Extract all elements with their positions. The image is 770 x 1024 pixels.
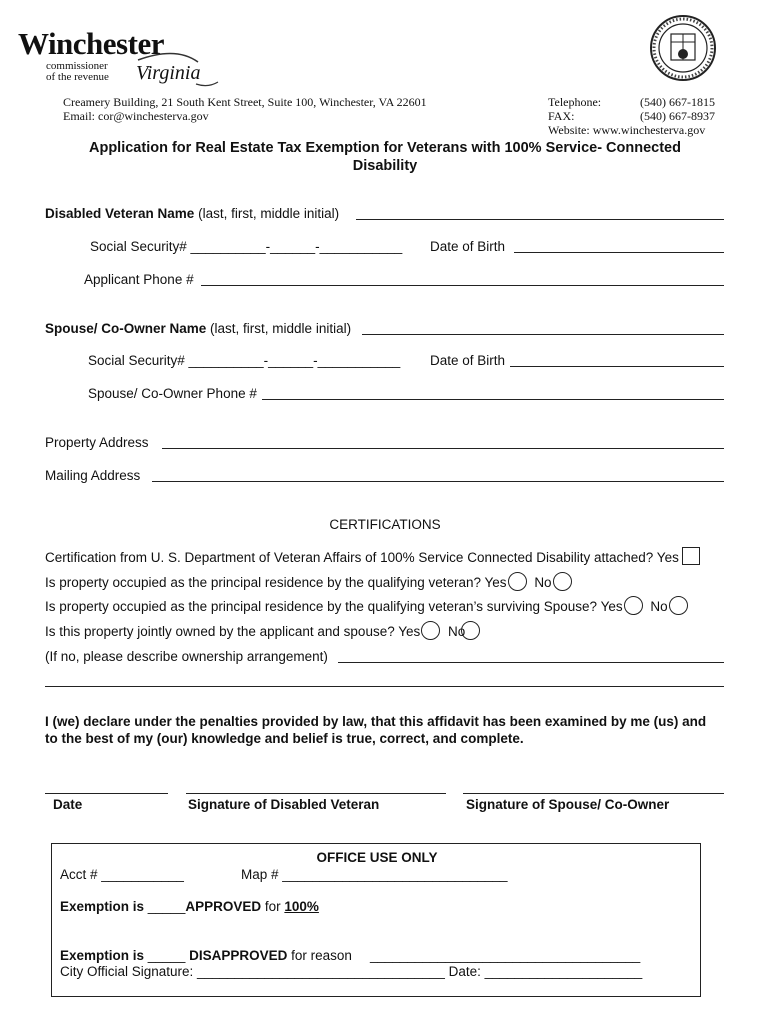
telephone-number: (540) 667-1815: [640, 95, 715, 109]
cert-q3-text: Is property occupied as the principal residence by the qualifying veteran’s surviving Spouse? Yes: [45, 599, 623, 614]
winchester-logo: [18, 26, 218, 86]
approved-for: for: [261, 899, 285, 914]
spouse-ssn-field[interactable]: Social Security# __________-______-___________: [88, 353, 401, 368]
mailing-address-field[interactable]: [152, 481, 724, 482]
spouse-dob-label: Date of Birth: [430, 353, 506, 368]
city-official-signature-line[interactable]: City Official Signature: _________________________________ Date: _____________________: [60, 964, 643, 979]
spouse-name-field[interactable]: [362, 334, 724, 335]
spouse-signature-line[interactable]: [463, 793, 724, 794]
exemption-approved-line: [60, 899, 319, 914]
applicant-phone-label: Applicant Phone #: [84, 272, 194, 287]
veteran-dob-field[interactable]: [514, 252, 724, 253]
exemption-is-label-1: Exemption is: [60, 899, 145, 914]
disapproved-blank[interactable]: _____: [144, 948, 190, 963]
map-field[interactable]: Map # ______________________________: [241, 867, 508, 882]
disapproved-for-reason: for reason: [287, 948, 352, 963]
spouse-dob-field[interactable]: [510, 366, 724, 367]
cert-q2-yes-radio[interactable]: [508, 572, 527, 591]
property-address-label: Property Address: [45, 435, 149, 450]
applicant-phone-field[interactable]: [201, 285, 724, 286]
spouse-name-label: [45, 321, 351, 336]
cert-q4-no-label: No: [448, 624, 466, 639]
cert-q2-no-radio[interactable]: [553, 572, 572, 591]
spouse-phone-label: Spouse/ Co-Owner Phone #: [88, 386, 257, 401]
veteran-signature-line[interactable]: [186, 793, 446, 794]
cert-q2: [45, 575, 572, 591]
approved-blank[interactable]: _____: [144, 899, 186, 914]
cert-q4-yes-radio[interactable]: [421, 621, 440, 640]
logo-commissioner: commissioner: [46, 60, 108, 72]
cert-q5-label: (If no, please describe ownership arrangement): [45, 649, 328, 664]
exemption-is-label-2: Exemption is: [60, 948, 145, 963]
form-title-line2: Disability: [352, 158, 418, 174]
logo-virginia: Virginia: [136, 62, 201, 84]
ownership-arrangement-field[interactable]: [338, 662, 724, 663]
telephone-label: Telephone:: [548, 95, 602, 109]
veteran-name-label: [45, 206, 339, 221]
veteran-ssn-field[interactable]: Social Security# __________-______-___________: [90, 239, 403, 254]
date-signature-line[interactable]: [45, 793, 168, 794]
spouse-name-label-bold: Spouse/ Co-Owner Name: [45, 321, 207, 336]
veteran-name-label-bold: Disabled Veteran Name: [45, 206, 195, 221]
office-address: Creamery Building, 21 South Kent Street, Suite 100, Winchester, VA 22601: [63, 95, 427, 109]
declaration-line1: I (we) declare under the penalties provided by law, that this affidavit has been examined by me (us) and: [45, 714, 707, 729]
exemption-disapproved-line: [60, 948, 352, 963]
cert-q3-no-radio[interactable]: [669, 596, 688, 615]
approved-percent: 100%: [284, 899, 319, 914]
fax-label: FAX:: [548, 109, 575, 123]
fax-number: (540) 667-8937: [640, 109, 715, 123]
logo-swoosh-icon: [136, 42, 220, 92]
declaration-line2: to the best of my (our) knowledge and belief is true, correct, and complete.: [45, 731, 524, 746]
date-signature-label: Date: [53, 797, 83, 812]
certifications-heading: CERTIFICATIONS: [329, 517, 441, 532]
spouse-name-hint: (last, first, middle initial): [206, 321, 352, 336]
disapproval-reason-field[interactable]: ____________________________________: [370, 948, 641, 963]
form-title-line1: Application for Real Estate Tax Exemption for Veterans with 100% Service- Connected: [89, 140, 681, 156]
cert-q4: [45, 624, 480, 640]
cert-q1: [45, 550, 700, 565]
cert-q2-no-label: No: [534, 575, 552, 590]
office-use-heading: OFFICE USE ONLY: [316, 850, 438, 865]
mailing-address-label: Mailing Address: [45, 468, 141, 483]
office-use-box: [51, 843, 701, 997]
veteran-name-hint: (last, first, middle initial): [194, 206, 340, 221]
acct-field[interactable]: Acct # ___________: [60, 867, 184, 882]
property-address-field[interactable]: [162, 448, 724, 449]
cert-q1-yes-checkbox[interactable]: [682, 547, 700, 565]
cert-q3-no-label: No: [650, 599, 668, 614]
website: Website: www.winchesterva.gov: [548, 123, 706, 137]
logo-of-the-revenue: of the revenue: [46, 71, 109, 83]
cert-q4-text: Is this property jointly owned by the applicant and spouse? Yes: [45, 624, 421, 639]
disapproved-label: DISAPPROVED: [189, 948, 288, 963]
veteran-signature-label: Signature of Disabled Veteran: [188, 797, 380, 812]
cert-q3: [45, 599, 688, 615]
veteran-name-field[interactable]: [356, 219, 724, 220]
veteran-dob-label: Date of Birth: [430, 239, 506, 254]
city-seal-icon: [649, 14, 717, 82]
spouse-signature-label: Signature of Spouse/ Co-Owner: [466, 797, 670, 812]
spouse-phone-field[interactable]: [262, 399, 724, 400]
cert-q1-text: Certification from U. S. Department of Veteran Affairs of 100% Service Connected Disability attached? Yes: [45, 550, 679, 565]
cert-q3-yes-radio[interactable]: [624, 596, 643, 615]
office-email: Email: cor@winchesterva.gov: [63, 109, 209, 123]
approved-label: APPROVED: [185, 899, 262, 914]
cert-q2-text: Is property occupied as the principal residence by the qualifying veteran? Yes: [45, 575, 507, 590]
ownership-arrangement-field-2[interactable]: [45, 686, 724, 687]
cert-q4-no-radio[interactable]: [461, 621, 480, 640]
logo-wordmark: Winchester: [18, 26, 164, 61]
